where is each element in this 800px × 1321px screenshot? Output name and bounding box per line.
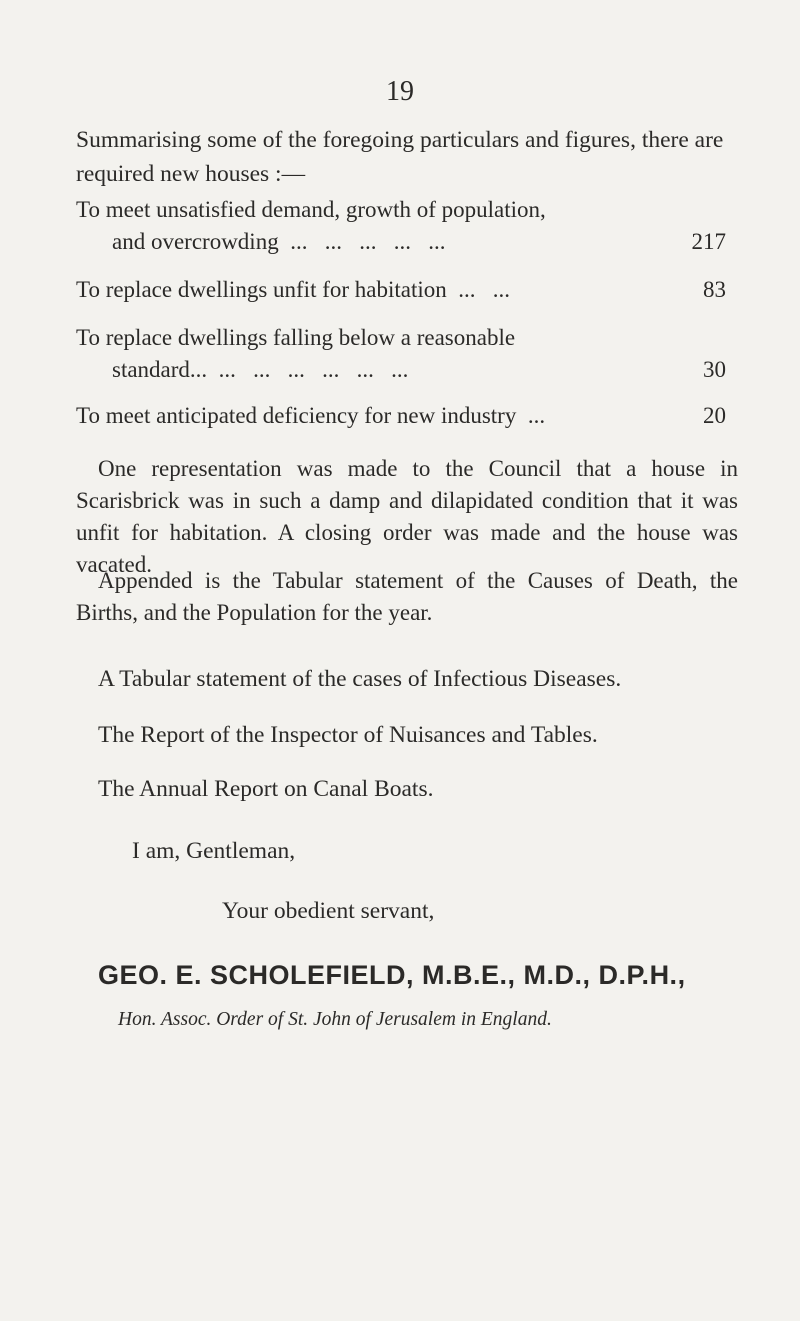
intro-paragraph: Summarising some of the foregoing particulars and figures, there are required new houses :— (76, 127, 724, 187)
item-leader-dots: ... ... ... ... ... (278, 229, 446, 254)
infectious-diseases-line: A Tabular statement of the cases of Infectious Diseases. (98, 666, 622, 692)
page-number: 19 (386, 76, 414, 107)
item-label: To replace dwellings unfit for habitation (76, 277, 447, 302)
salutation: I am, Gentleman, (132, 838, 296, 864)
item-line1: To replace dwellings falling below a reasonable (76, 325, 516, 350)
item-label: and overcrowding (112, 229, 279, 254)
item-value: 30 (703, 357, 726, 382)
closing: Your obedient servant, (222, 898, 435, 924)
item-value: 20 (703, 403, 726, 428)
representation-paragraph: One representation was made to the Council that a house in Scarisbrick was in such a damp and dilapidated condition that it was unfit for habitation. A closing order was made and the house was vacated. (76, 456, 738, 577)
item-label: To meet anticipated deficiency for new industry (76, 403, 517, 428)
item-leader-dots: ... ... ... ... ... ... (207, 357, 409, 382)
item-value: 217 (691, 229, 726, 254)
item-label: standard... (112, 357, 208, 382)
appended-paragraph: Appended is the Tabular statement of the Causes of Death, the Births, and the Population for the year. (76, 568, 738, 625)
canal-boats-line: The Annual Report on Canal Boats. (98, 776, 434, 802)
list-item (76, 400, 726, 432)
item-leader-dots: ... ... (446, 277, 511, 302)
list-item (76, 274, 726, 306)
list-item (76, 194, 726, 258)
item-value: 83 (703, 277, 726, 302)
item-line1: To meet unsatisfied demand, growth of population, (76, 197, 546, 222)
nuisances-report-line: The Report of the Inspector of Nuisances and Tables. (98, 722, 598, 748)
signature-name: GEO. E. SCHOLEFIELD, M.B.E., M.D., D.P.H., (98, 960, 686, 990)
item-leader-dots: ... (516, 403, 546, 428)
signature-qualification: Hon. Assoc. Order of St. John of Jerusalem in England. (118, 1009, 552, 1030)
list-item (76, 322, 726, 386)
